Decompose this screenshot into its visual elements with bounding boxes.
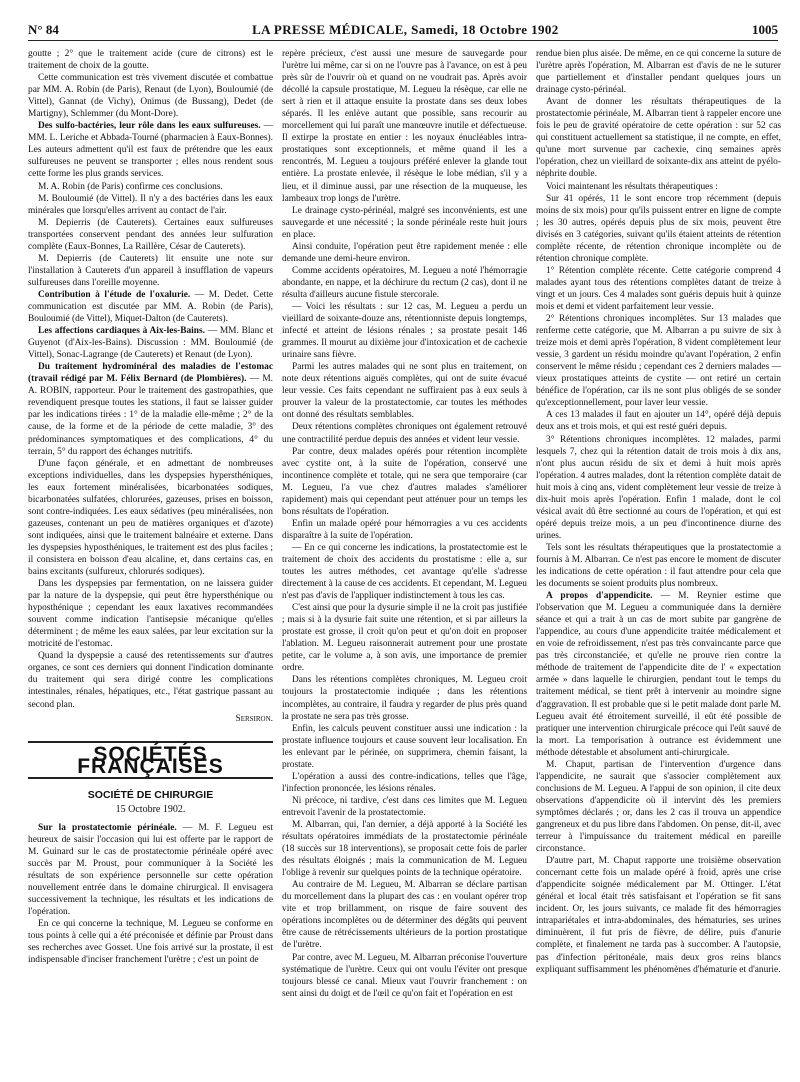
paragraph-heading: Contribution à l'étude de l'oxalurie. xyxy=(38,289,191,300)
author-signature: Sersiron. xyxy=(235,713,273,724)
paragraph-text: — MM. L. Leriche et Abbada-Tourné (pharmacien à Eaux-Bonnes). Les auteurs admettent qu'il est faux de prétendre que les eaux sulfureuses ne peuvent se transporter ; elles nous rendent sous cette forme les plus grands services. xyxy=(28,121,273,180)
paragraph: 2° Rétentions chroniques incomplètes. Sur 13 malades que renferme cette catégorie, que M. Albarran a pu suivre de six à treize mois et demi après l'opération, 8 vident complètement leur vessie, 3 gardent un résidu moindre qu'avant l'opération, 2 enfin conservent le même résidu ; cependant ces 2 derniers malades — vieux prostatiques atteints de cystite — ont retiré un certain bénéfice de l'opération, car ils ne sont plus obligés de se sonder qu'exceptionnellement, pour laver leur vessie. xyxy=(536,314,781,409)
paragraph-heading: Les affections cardiaques à Aix-les-Bains. xyxy=(38,326,205,337)
paragraph-heading: Des sulfo-bactéries, leur rôle dans les eaux sulfureuses. xyxy=(38,121,261,132)
column-left xyxy=(28,48,273,1072)
paragraph-text: — M. Reynier estime que l'observation que M. Legueu a communiquée dans la dernière séance et qui a trait à un cas de mort subite par gangrène de l'appendice, au cours d'une appendicite traitée médicalement et en voie de refroidissement, n'est pas très convaincante parce que pas très circonstanciée, et qu'elle ne prouve rien contre la méthode de traitement de l'appendicite dite de l' « expectation armée » dans laquelle le chirurgien, pendant tout le temps du traitement médical, se tient prêt à intervenir au moindre signe d'aggravation. Il est probable que si le petit malade dont parle M. Legueu avait été étroitement surveillé, il eût été possible de pratiquer une intervention chirurgicale précoce qui l'eût sauvé de la mort. La temporisation à outrance est évidemment une méthode détestable et absolument anti-chirurgicale. xyxy=(536,591,781,758)
paragraph: Voici maintenant les résultats thérapeutiques : xyxy=(546,181,718,192)
paragraph: rendue bien plus aisée. De même, en ce qui concerne la suture de l'urètre après l'opération, M. Albarran est d'avis de ne le suturer que partiellement et d'installer pendant quelques jours un drainage cysto-périnéal. xyxy=(536,49,781,96)
paragraph xyxy=(536,590,781,759)
paragraph: — En ce qui concerne les indications, la prostatectomie est le traitement de choix des accidents du prostatisme : elle a, sur toutes les autres méthodes, cet avantage qu'elle s'adresse directement à la cause de ces accidents. Et cependant, M. Legueu n'est pas d'avis de l'appliquer indistinctement à tous les cas. xyxy=(282,542,527,602)
paragraph-text: — MM. Blanc et Guyenot (d'Aix-les-Bains). Discussion : MM. Bouloumié (de Vittel), Sonac-Lagrange (de Cauterets) et Renaut (de Lyon). xyxy=(28,326,273,361)
paragraph: D'une façon générale, et en admettant de nombreuses exceptions individuelles, dans les dyspepsies hypersthéniques, les eaux fortement minéralisées, bicarbonatées sodiques, bicarbonatées sulfatées, chlorurées, gazeuses, prises en boisson, sont contre-indiquées. Les eaux sédatives (peu minéralisées, non gazeuses, contenant un peu de matières organiques et d'azote) sont indiquées, ainsi que le traitement balnéaire et externe. Dans les dyspepsies hyposthéniques, le traitement est des plus faciles ; il consistera en boisson d'eau alcaline, et, dans certains cas, en bains excitants (sulfureux, chlorurés sodiques). xyxy=(28,458,273,578)
paragraph: Au contraire de M. Legueu, M. Albarran se déclare partisan du morcellement dans la plupart des cas : en voulant opérer trop vite et trop brillamment, on risque de faire souvent des opérations incomplètes ou de déterminer des dégâts qui peuvent être cause de rétrécissements ultérieurs de la portion prostatique de l'urètre. xyxy=(282,880,527,951)
session-date: 15 Octobre 1902. xyxy=(115,803,186,815)
paragraph: goutte ; 2° que le traitement acide (cure de citrons) est le traitement de choix de la goutte. xyxy=(28,49,273,72)
paragraph: M. A. Robin (de Paris) confirme ces conclusions. xyxy=(38,181,223,192)
subsection-title: SOCIÉTÉ DE CHIRURGIE xyxy=(87,788,214,801)
paragraph: Comme accidents opératoires, M. Legueu a noté l'hémorragie abondante, en nappe, et la déchirure du rectum (2 cas), dont il ne résulta d'ailleurs aucune fistule stercorale. xyxy=(282,265,527,300)
paragraph: En ce qui concerne la technique, M. Legueu se conforme en tous points à celle qui a été préconisée et définie par Proust dans ses recherches avec Gosset. Une fois arrivé sur la prostate, il est indispensable d'inciser franchement l'urètre ; c'est un point de xyxy=(28,919,273,966)
paragraph-text: — M. Dedet. Cette communication est discutée par MM. A. Robin (de Paris), Bouloumié (de Vittel), Miquet-Dalton (de Cauterets). xyxy=(28,289,273,325)
paragraph: 1° Rétention complète récente. Cette catégorie comprend 4 malades ayant tous des rétentions complètes datant de treize à vingt et un jours. Ces 4 malades sont guéris depuis huit à quinze mois et demi et vident parfaitement leur vessie. xyxy=(536,265,781,312)
paragraph: Enfin, les calculs peuvent constituer aussi une indication : la prostate influence toujours et cause souvent leur localisation. En les enlevant par le périnée, on supprimera, chemin faisant, la prostate. xyxy=(282,723,527,770)
paragraph: C'est ainsi que pour la dysurie simple il ne la croit pas justifiée ; mais si à la dysurie fait suite une rétention, et si par ailleurs la prostate est grosse, il croit qu'on peut et qu'on doit en proposer l'ablation. M. Legueu raisonnerait autrement pour une prostate petite, car le volume a, à son avis, une importance de premier ordre. xyxy=(282,603,527,674)
paragraph: Par contre, avec M. Legueu, M. Albarran préconise l'ouverture systématique de l'urètre. Ceux qui ont voulu l'éviter ont presque toujours blessé ce canal. Mieux vaut l'ouvrir franchement : on sent ainsi du doigt et de l'œil ce qu'on fait et l'opération en est xyxy=(282,952,527,999)
paragraph: Sur 41 opérés, 11 le sont encore trop récemment (depuis moins de six mois) pour qu'ils puissent entrer en ligne de compte ; les 30 autres, opérés depuis plus de six mois, peuvent être divisés en 3 catégories, suivant qu'ils étaient atteints de rétention complète récente, de rétention chronique incomplète ou de rétention chronique complète. xyxy=(536,193,781,264)
issue-number: N° 84 xyxy=(28,22,59,37)
paragraph xyxy=(28,822,273,918)
paragraph: 3° Rétentions chroniques incomplètes. 12 malades, parmi lesquels 7, chez qui la rétention datait de trois mois à dix ans, n'ont plus aucun résidu de six et demi à huit mois après l'opération. 4 autres malades, dont la rétention complète datait de huit mois à cinq ans, vident complètement leur vessie de treize à dix-huit mois après l'opération. Enfin 1 malade, dont le col vésical avait dû être sectionné au cours de l'opération, et qui est opéré depuis treize mois, a un peu d'incontinence diurne des urines. xyxy=(536,434,781,541)
paragraph xyxy=(28,289,273,325)
paragraph: M. Depierris (de Cauterets). Certaines eaux sulfureuses transportées conservent pendant des années leur sulfuration complète (Eaux-Bonnes, La Raillère, César de Cauterets). xyxy=(28,217,273,252)
paragraph: Cette communication est très vivement discutée et combattue par MM. A. Robin (de Paris), Renaut (de Lyon), Bouloumié (de Vittel), Gannat (de Vichy), Onimus (de Bussang), Dedet (de Martigny), Schlemmer (du Mont-Dore). xyxy=(28,73,273,120)
paragraph: M. Chaput, partisan de l'intervention d'urgence dans l'appendicite, ne saurait que s'associer complètement aux conclusions de M. Legueu. A l'appui de son opinion, il cite deux observations d'appendicite où il intervint dès les premiers symptômes déclarés ; or, dans les 2 cas il trouva un appendice gangreneux et du pus libre dans l'abdomen. On pense, dit-il, avec terreur à l'impuissance du traitement médical en pareille circonstance. xyxy=(536,759,781,855)
paragraph: Ainsi conduite, l'opération peut être rapidement menée : elle demande une demi-heure environ. xyxy=(282,241,527,264)
page-header xyxy=(28,16,778,41)
paragraph: Dans les dyspepsies par fermentation, on ne laissera guider par la nature de la dyspepsie, qui peut être hypersthénique ou hyposthénique ; cependant les eaux laxatives recommandées souvent comme indication l'antisepsie mécanique qu'elles déterminent ; de même les eaux salées, par leur excitation sur la motricité de l'estomac. xyxy=(28,579,273,650)
paragraph: D'autre part, M. Chaput rapporte une troisième observation concernant cette fois un malade opéré à froid, après une crise d'appendicite soignée médicalement par M. Ottinger. L'état général et local était très satisfaisant et l'opération se fit sans incident. Or, les jours suivants, ce malade fit des hémorragies intrapariétales et intra-abdominales, des hématuries, ses urines diminuèrent, il fut pris de fièvre, de délire, puis d'anurie complète, et finalement ne tarda pas à succomber. A l'autopsie, pas d'infection péritonéale, mais deux gros reins blancs expliquant suffisamment les phénomènes d'hématurie et d'anurie. xyxy=(536,856,781,975)
paragraph: repère précieux, c'est aussi une mesure de sauvegarde pour l'urètre lui même, car si on ne l'ouvre pas à l'avance, on est à peu près sûr de l'ouvrir où et quand on ne voudrait pas. Après avoir décollé la capsule prostatique, M. Legueu la résèque, car elle ne sert à rien et il attaque ensuite la prostate dans ses deux lobes séparés. Il les enlève autant que possible, sans recourir au morcellement qui lui paraît une manœuvre inutile et défectueuse. Il extirpe la prostate en entier : les noyaux énucléables intra-prostatiques sont exceptionnels, et même quand il les a rencontrés, M. Legueu a toujours préféré enlever la glande tout entière. La prostate enlevée, il résèque le lobe médian, s'il y a lieu, et il diminue aussi, par une résection de la muqueuse, les lambeaux trop longs de l'urètre. xyxy=(282,49,527,204)
paragraph: — Voici les résultats : sur 12 cas, M. Legueu a perdu un vieillard de soixante-douze ans, rétentionniste depuis longtemps, infecté et atteint de lésions rénales ; sa prostate pesait 146 grammes. Il mourut au dixième jour d'intoxication et de cachexie urinaire sans fièvre. xyxy=(282,301,527,361)
paragraph: Quand la dyspepsie a causé des retentissements sur d'autres organes, ce sont ces derniers qui donnent l'indication dominante du traitement qui sera dirigé contre les complications intestinales, rénales, hépatiques, etc., l'état gastrique passant au second plan. xyxy=(28,651,273,710)
paragraph: L'opération a aussi des contre-indications, telles que l'âge, l'infection prononcée, les lésions rénales. xyxy=(282,771,527,794)
paragraph: Dans les rétentions complètes chroniques, M. Legueu croit toujours la prostatectomie indiquée ; dans les rétentions incomplètes, au contraire, il faudra y regarder de plus près quand la prostate ne sera pas très grosse. xyxy=(282,675,527,722)
journal-title: LA PRESSE MÉDICALE, Samedi, 18 Octobre 1902 xyxy=(252,22,559,37)
paragraph-heading: Sur la prostatectomie périnéale. xyxy=(38,822,177,833)
paragraph-text: — M. F. Legueu est heureux de saisir l'occasion qui lui est offerte par le rapport de M. Guinard sur le cas de prostatectomie périnéale opéré avec succès par M. Proust, pour communiquer à la Société les résultats de son expérience personnelle sur cette opération nouvellement entrée dans le domaine chirurgical. Il envisagera successivement la technique, les résultats et les indications de l'opération. xyxy=(28,822,273,918)
paragraph-heading: Du traitement hydrominéral des maladies de l'estomac (travail rédigé par M. Félix Bernard (de Plombières). xyxy=(28,362,273,385)
paragraph: Le drainage cysto-périnéal, malgré ses inconvénients, est une sauvegarde et une nécessité ; la sonde périnéale reste huit jours en place. xyxy=(282,205,527,240)
paragraph: A ces 13 malades il faut en ajouter un 14°, opéré déjà depuis deux ans et trois mois, et qui est resté guéri depuis. xyxy=(536,410,781,433)
paragraph: Deux rétentions complètes chroniques ont également retrouvé une contractilité perdue depuis des années et vident leur vessie. xyxy=(282,422,527,445)
paragraph-text: — M. A. ROBIN, rapporteur. Pour le traitement des gastropathies, que revendiquent presque toutes les stations, il faut se laisser guider par les indications tirées : 1° de la maladie elle-même ; 2° de la cause, de la forme et de la période de cette maladie, 3° des prédominances symptomatiques et des complications, 4° du terrain, 5° du rapport des échanges nutritifs. xyxy=(28,374,273,457)
paragraph: M. Bouloumié (de Vittel). Il n'y a des bactéries dans les eaux minérales que lorsqu'elles arrivent au contact de l'air. xyxy=(28,193,273,216)
paragraph: Parmi les autres malades qui ne sont plus en traitement, on note deux rétentions aiguës complètes, qui ont de suite évacué leur vessie. Ces faits cependant ne suffiraient pas à eux seuls à prouver la valeur de la prostatectomie, car toutes les méthodes ont donné des résultats semblables. xyxy=(282,362,527,421)
section-title: SOCIÉTÉS FRANÇAISES xyxy=(28,741,273,779)
paragraph-heading: A propos d'appendicite. xyxy=(546,591,653,602)
paragraph: Ni précoce, ni tardive, c'est dans ces limites que M. Legueu entrevoit l'avenir de la prostatectomie. xyxy=(282,795,527,818)
paragraph: Enfin un malade opéré pour hémorragies a vu ces accidents disparaître à la suite de l'opération. xyxy=(282,518,527,541)
column-right xyxy=(536,48,781,1072)
paragraph: Tels sont les résultats thérapeutiques que la prostatectomie a fournis à M. Albarran. Ce n'est pas encore le moment de discuter les indications de cette opération : il faut attendre pour cela que les documents se soient produits plus nombreux. xyxy=(536,542,781,590)
paragraph: M. Albarran, qui, l'an dernier, a déjà apporté à la Société les résultats opératoires immédiats de la prostatectomie périnéale (18 succès sur 18 interventions), se proposait cette fois de parler des résultats éloignés ; mais la communication de M. Legueu l'oblige à revenir sur quelques points de la technique opératoire. xyxy=(282,820,527,879)
paragraph xyxy=(28,325,273,361)
page-number: 1005 xyxy=(751,22,778,37)
paragraph: Par contre, deux malades opérés pour rétention incomplète avec cystite ont, à la suite de l'opération, conservé une incontinence complète et totale, qui ne sera que temporaire (car M. Legueu, l'a vue chez d'autres malades s'améliorer rapidement) mais qui cependant peut atténuer pour un temps les bons résultats de l'opération. xyxy=(282,446,527,517)
paragraph: Avant de donner les résultats thérapeutiques de la prostatectomie périnéale, M. Albarran tient à rappeler encore une fois le peu de gravité opératoire de cette opération : sur 52 cas qui constituent actuellement sa statistique, il ne compte, en effet, qu'une mort survenue par cachexie, cinq semaines après l'opération, chez un vieillard de soixante-dix ans atteint de pyélo-néphrite double. xyxy=(536,97,781,180)
paragraph xyxy=(28,120,273,180)
column-middle xyxy=(282,48,527,1072)
paragraph xyxy=(28,361,273,457)
paragraph: M. Depierris (de Cauterets) lit ensuite une note sur l'installation à Cauterets d'un appareil à insufflation de vapeurs sulfureuses dans l'oreille moyenne. xyxy=(28,253,273,288)
